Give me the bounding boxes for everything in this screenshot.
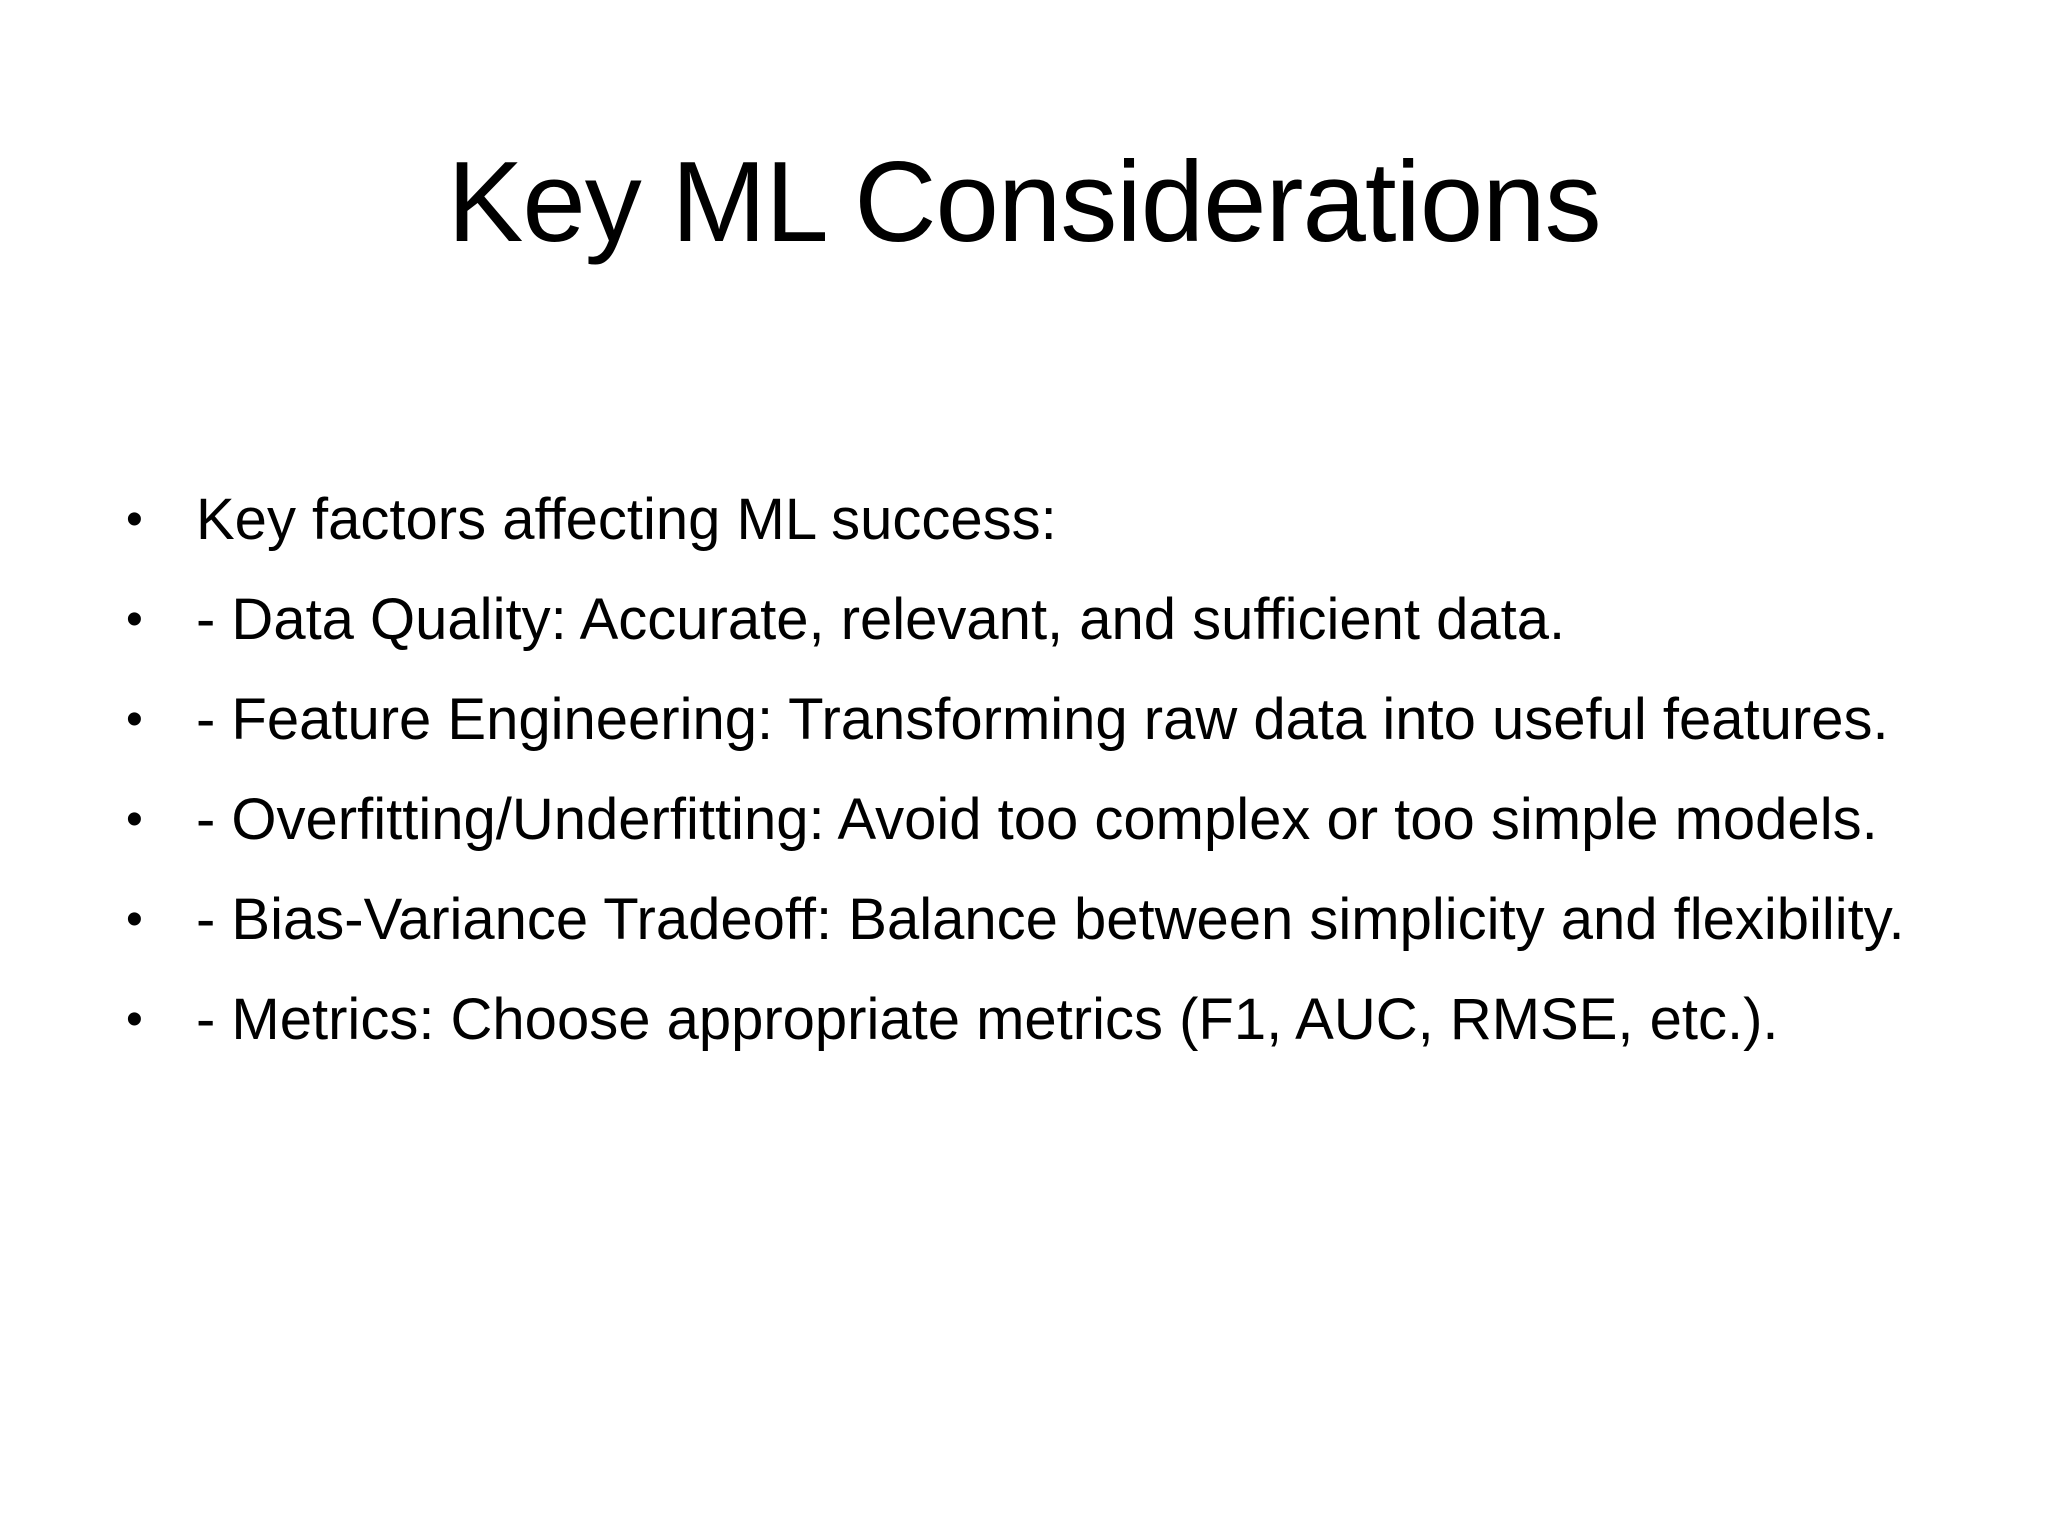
bullet-text: - Metrics: Choose appropriate metrics (F1, AUC, RMSE, etc.). xyxy=(196,987,1779,1052)
bullet-icon: • xyxy=(126,593,143,646)
bullet-item xyxy=(126,980,1956,1060)
bullet-item xyxy=(126,880,1956,960)
bullet-text: - Bias-Variance Tradeoff: Balance between simplicity and flexibility. xyxy=(196,887,1905,952)
bullet-list xyxy=(126,480,1956,1080)
bullet-icon: • xyxy=(126,793,143,846)
slide-title: Key ML Considerations xyxy=(447,139,1601,266)
bullet-text: - Feature Engineering: Transforming raw data into useful features. xyxy=(196,687,1889,752)
bullet-icon: • xyxy=(126,993,143,1046)
bullet-text: Key factors affecting ML success: xyxy=(196,487,1057,552)
bullet-item xyxy=(126,480,1956,560)
bullet-text: - Data Quality: Accurate, relevant, and sufficient data. xyxy=(196,587,1566,652)
bullet-icon: • xyxy=(126,893,143,946)
bullet-icon: • xyxy=(126,693,143,746)
bullet-item xyxy=(126,580,1956,660)
bullet-item xyxy=(126,680,1956,760)
bullet-text: - Overfitting/Underfitting: Avoid too complex or too simple models. xyxy=(196,787,1878,852)
bullet-item xyxy=(126,780,1956,860)
bullet-icon: • xyxy=(126,493,143,546)
